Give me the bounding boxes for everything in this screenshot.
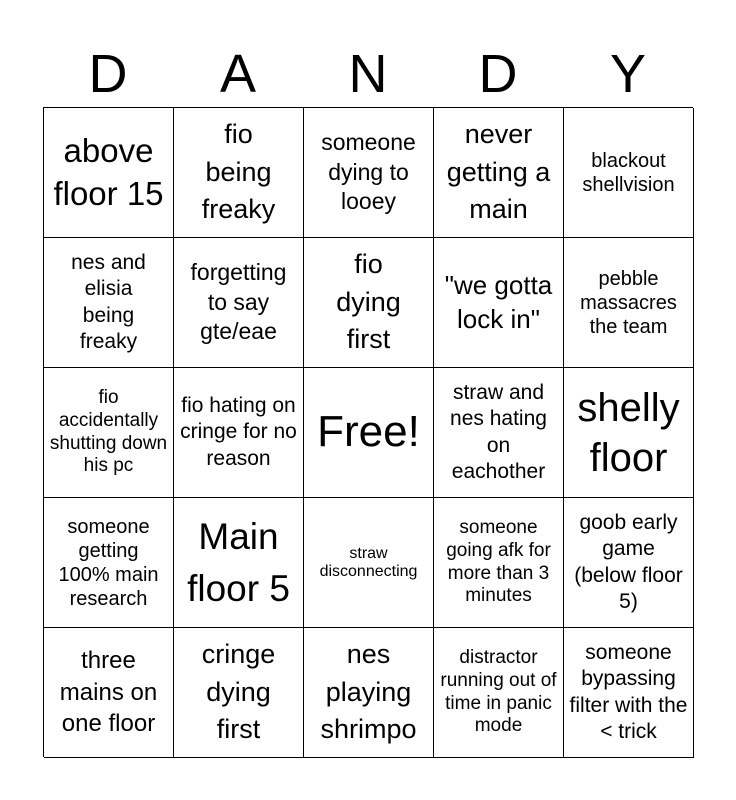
cell-text: above floor 15: [53, 131, 164, 212]
bingo-cell[interactable]: [434, 368, 564, 498]
bingo-cell[interactable]: [434, 108, 564, 238]
header-letter-a: A: [219, 44, 257, 104]
cell-text: fio dying first: [336, 248, 401, 355]
cell-text: "we gotta lock in": [444, 270, 553, 334]
cell-text: straw and nes hating on eachother: [450, 381, 547, 483]
bingo-cell[interactable]: [44, 628, 174, 758]
header-letter-y: Y: [609, 44, 647, 104]
bingo-cell[interactable]: [174, 498, 304, 628]
header-letter-d2: D: [478, 44, 518, 104]
bingo-cell-free[interactable]: [304, 368, 434, 498]
cell-text: straw disconnecting: [319, 544, 418, 580]
bingo-cell[interactable]: [44, 108, 174, 238]
bingo-cell[interactable]: [44, 498, 174, 628]
bingo-cell[interactable]: [564, 238, 694, 368]
cell-text: three mains on one floor: [59, 646, 158, 738]
cell-text: nes and elisia being freaky: [71, 251, 146, 353]
cell-text: distractor running out of time in panic mode: [440, 646, 557, 737]
cell-text: someone dying to looey: [321, 128, 416, 215]
bingo-cell[interactable]: [564, 628, 694, 758]
bingo-cell[interactable]: [564, 108, 694, 238]
bingo-cell[interactable]: [564, 498, 694, 628]
bingo-header: [43, 40, 693, 108]
cell-text: shelly floor: [577, 385, 680, 480]
cell-text: someone going afk for more than 3 minutes: [446, 516, 551, 607]
cell-text: blackout shellvision: [582, 149, 675, 196]
cell-text: forgetting to say gte/eae: [190, 258, 287, 345]
cell-text: someone bypassing filter with the < trick: [569, 641, 688, 743]
cell-text: Main floor 5: [187, 516, 290, 609]
bingo-cell[interactable]: [304, 108, 434, 238]
header-letter-n: N: [348, 44, 388, 104]
bingo-cell[interactable]: [174, 238, 304, 368]
bingo-cell[interactable]: [304, 498, 434, 628]
cell-text: never getting a main: [446, 118, 551, 225]
cell-text: goob early game (below floor 5): [574, 511, 683, 613]
bingo-cell[interactable]: [44, 238, 174, 368]
header-letter-d: D: [88, 44, 128, 104]
cell-text: nes playing shrimpo: [320, 638, 417, 745]
bingo-cell[interactable]: [304, 238, 434, 368]
bingo-cell[interactable]: [434, 498, 564, 628]
cell-text: someone getting 100% main research: [58, 515, 159, 610]
bingo-cell[interactable]: [44, 368, 174, 498]
cell-text: fio hating on cringe for no reason: [180, 394, 297, 470]
free-space-text: Free!: [317, 407, 420, 457]
bingo-cell[interactable]: [304, 628, 434, 758]
cell-text: pebble massacres the team: [580, 267, 677, 338]
bingo-cell[interactable]: [174, 628, 304, 758]
cell-text: cringe dying first: [201, 638, 276, 745]
bingo-cell[interactable]: [174, 368, 304, 498]
cell-text: fio accidentally shutting down his pc: [49, 386, 168, 477]
bingo-board: [43, 107, 693, 757]
bingo-cell[interactable]: [434, 238, 564, 368]
bingo-cell[interactable]: [174, 108, 304, 238]
cell-text: fio being freaky: [201, 118, 276, 225]
bingo-cell[interactable]: [564, 368, 694, 498]
bingo-cell[interactable]: [434, 628, 564, 758]
